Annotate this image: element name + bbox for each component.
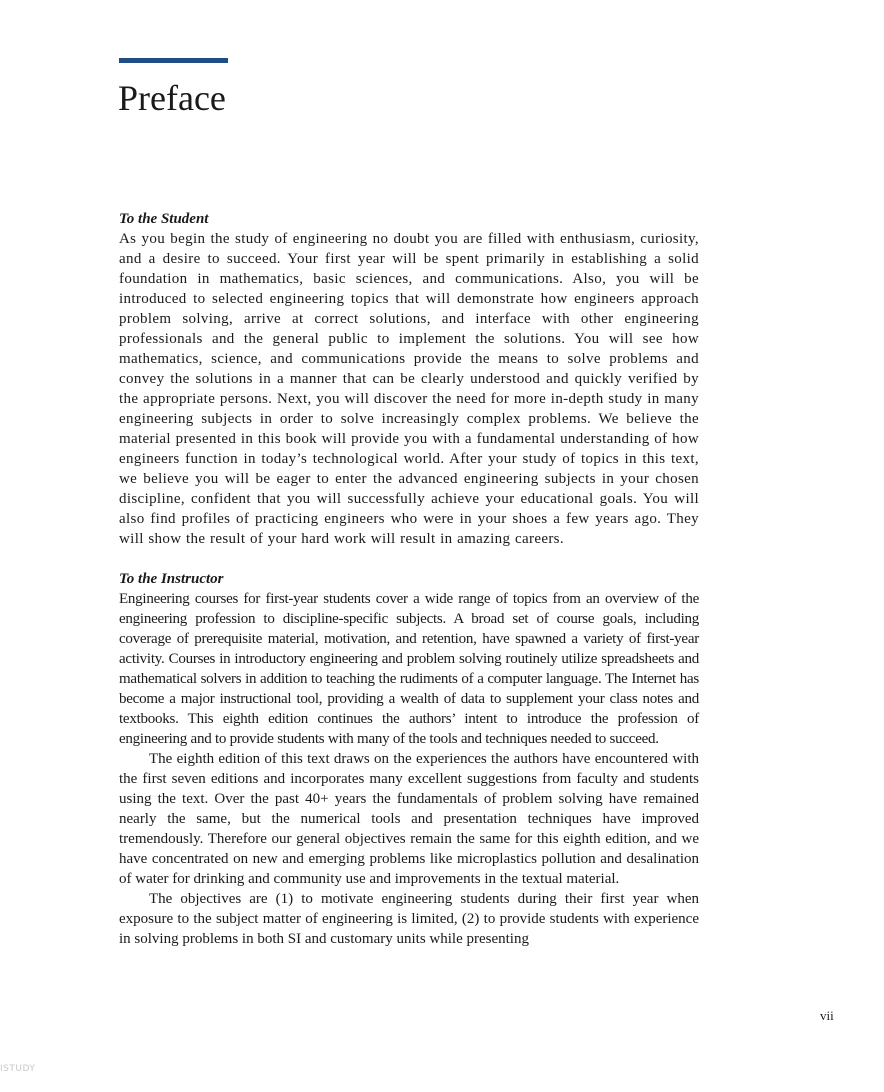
page-number: vii bbox=[820, 1008, 834, 1023]
section-to-the-instructor bbox=[119, 569, 699, 949]
instructor-paragraph-2: The eighth edition of this text draws on the experiences the authors have encountered with the first seven editions and incorporates many excellent suggestions from faculty and students using the text. Over the past 40+ years the fundamentals of problem solving have remained nearly the same, but the numerical tools and presentation techniques have improved tremendously. Therefore our general objectives remain the same for this eighth edition, and we have concentrated on new and emerging problems like microplastics pollution and desalination of water for drinking and community use and improvements in the textual material. bbox=[119, 751, 699, 887]
section-spacer bbox=[119, 549, 699, 569]
preface-body bbox=[119, 209, 699, 949]
page-title: Preface bbox=[118, 78, 226, 118]
instructor-paragraph-3: The objectives are (1) to motivate engineering students during their first year when exposure to the subject matter of engineering is limited, (2) to provide students with experience in solving problems in both SI and customary units while presenting bbox=[119, 891, 699, 947]
section-to-the-student bbox=[119, 209, 699, 549]
watermark: ISTUDY bbox=[0, 1064, 36, 1074]
student-paragraph: As you begin the study of engineering no doubt you are filled with enthusiasm, curiosity, and a desire to succeed. Your first year will be spent primarily in establishing a solid foundation in mathematics, basic sciences, and communications. Also, you will be introduced to selected engineering topics that will demonstrate how engineers approach problem solving, arrive at correct solutions, and interface with other engineering professionals and the general public to implement the solutions. You will see how mathematics, science, and communications provide the means to solve problems and convey the solutions in a manner that can be clearly understood and quickly verified by the appropriate persons. Next, you will discover the need for more in-depth study in many engineering subjects in order to solve increasingly complex problems. We believe the material presented in this book will provide you with a fundamental understanding of how engineers function in today’s technological world. After your study of topics in this text, we believe you will be eager to enter the advanced engineering subjects in your chosen discipline, confident that you will successfully achieve your educational goals. You will also find profiles of practicing engineers who were in your shoes a few years ago. They will show the result of your hard work will result in amazing careers. bbox=[119, 231, 699, 547]
section-heading-student: To the Student bbox=[119, 211, 209, 227]
title-accent-rule bbox=[119, 58, 228, 63]
section-heading-instructor: To the Instructor bbox=[119, 571, 224, 587]
instructor-paragraph-1: Engineering courses for first-year students cover a wide range of topics from an overview of the engineering profession to discipline-specific subjects. A broad set of course goals, including coverage of prerequisite material, motivation, and retention, have spawned a variety of first-year activity. Courses in introductory engineering and problem solving routinely utilize spreadsheets and mathematical solvers in addition to teaching the rudiments of a computer language. The Internet has become a major instructional tool, providing a wealth of data to supplement your class notes and textbooks. This eighth edition continues the authors’ intent to introduce the profession of engineering and to provide students with many of the tools and techniques needed to succeed. bbox=[119, 591, 699, 747]
